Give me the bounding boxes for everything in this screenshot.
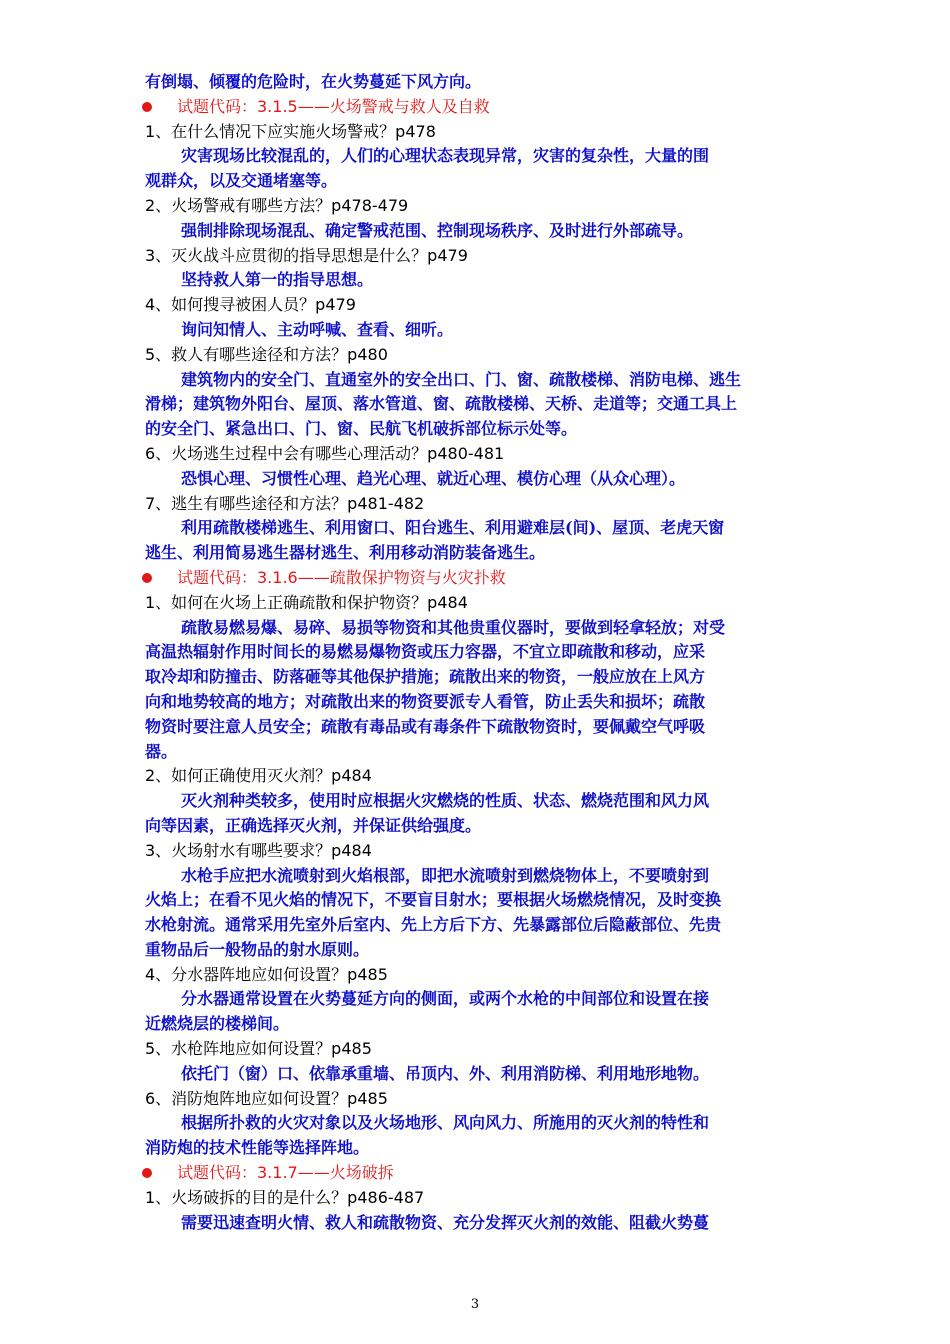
answer-line: 建筑物内的安全门、直通室外的安全出口、门、窗、疏散楼梯、消防电梯、逃生 (181, 369, 742, 389)
answer-line: 依托门（窗）口、依靠承重墙、吊顶内、外、利用消防梯、利用地形地物。 (181, 1063, 710, 1083)
answer-line: 坚持救人第一的指导思想。 (181, 270, 374, 290)
section-heading: 试题代码：3.1.7——火场破拆 (145, 1161, 810, 1186)
answer-line: 灾害现场比较混乱的，人们的心理状态表现异常，灾害的复杂性，大量的围 (181, 146, 710, 166)
answer-line: 向和地势较高的地方；对疏散出来的物资要派专人看管，防止丢失和损坏；疏散 (145, 691, 706, 711)
bullet-icon (142, 573, 152, 583)
question-line: 2、火场警戒有哪些方法？p478-479 (145, 195, 409, 215)
answer-line: 器。 (145, 741, 178, 761)
answer-line: 火焰上；在看不见火焰的情况下，不要盲目射水；要根据火场燃烧情况，及时变换 (145, 890, 722, 910)
answer-line: 近燃烧层的楼梯间。 (145, 1014, 290, 1034)
page-number: 3 (470, 1297, 480, 1312)
answer-line: 根据所扑救的火灾对象以及火场地形、风向风力、所施用的灭火剂的特性和 (181, 1113, 710, 1133)
question-line: 1、如何在火场上正确疏散和保护物资？p484 (145, 592, 468, 612)
answer-line: 的安全门、紧急出口、门、窗、民航飞机破拆部位标示处等。 (145, 419, 578, 439)
question-line: 1、在什么情况下应实施火场警戒？p478 (145, 121, 436, 141)
answer-line: 灭火剂种类较多，使用时应根据火灾燃烧的性质、状态、燃烧范围和风力风 (181, 791, 710, 811)
question-line: 4、如何搜寻被困人员？p479 (145, 295, 356, 315)
answer-line: 水枪手应把水流喷射到火焰根部，即把水流喷射到燃烧物体上，不要喷射到 (181, 865, 710, 885)
bullet-icon (142, 1168, 152, 1178)
answer-line: 向等因素，正确选择灭火剂，并保证供给强度。 (145, 815, 482, 835)
answer-line: 消防炮的技术性能等选择阵地。 (145, 1138, 370, 1158)
bullet-icon (142, 102, 152, 112)
question-line: 4、分水器阵地应如何设置？p485 (145, 964, 388, 984)
question-line: 3、灭火战斗应贯彻的指导思想是什么？p479 (145, 245, 468, 265)
answer-line: 高温热辐射作用时间长的易燃易爆物资或压力容器，不宜立即疏散和移动，应采 (145, 642, 706, 662)
question-line: 6、消防炮阵地应如何设置？p485 (145, 1088, 388, 1108)
answer-line: 有倒塌、倾覆的危险时，在火势蔓延下风方向。 (145, 72, 482, 91)
answer-line: 疏散易燃易爆、易碎、易损等物资和其他贵重仪器时，要做到轻拿轻放；对受 (181, 617, 726, 637)
section-heading: 试题代码：3.1.6——疏散保护物资与火灾扑救 (145, 566, 810, 591)
answer-line: 询问知情人、主动呼喊、查看、细听。 (181, 319, 454, 339)
question-line: 2、如何正确使用灭火剂？p484 (145, 766, 372, 786)
question-line: 7、逃生有哪些途径和方法？p481-482 (145, 493, 425, 513)
section-heading: 试题代码：3.1.5——火场警戒与救人及自救 (145, 95, 810, 120)
answer-line: 逃生、利用简易逃生器材逃生、利用移动消防装备逃生。 (145, 543, 546, 563)
answer-line: 利用疏散楼梯逃生、利用窗口、阳台逃生、利用避难层(间)、屋顶、老虎天窗 (181, 518, 725, 538)
answer-line: 恐惧心理、习惯性心理、趋光心理、就近心理、模仿心理（从众心理）。 (181, 468, 686, 488)
answer-line: 需要迅速查明火情、救人和疏散物资、充分发挥灭火剂的效能、阻截火势蔓 (181, 1212, 710, 1232)
question-line: 5、救人有哪些途径和方法？p480 (145, 344, 388, 364)
question-line: 3、火场射水有哪些要求？p484 (145, 840, 372, 860)
answer-line: 观群众，以及交通堵塞等。 (145, 171, 338, 191)
answer-line: 强制排除现场混乱、确定警戒范围、控制现场秩序、及时进行外部疏导。 (181, 220, 694, 240)
answer-line: 水枪射流。通常采用先室外后室内、先上方后下方、先暴露部位后隐蔽部位、先贵 (145, 915, 722, 935)
answer-line: 物资时要注意人员安全；疏散有毒品或有毒条件下疏散物资时，要佩戴空气呼吸 (145, 716, 706, 736)
question-line: 6、火场逃生过程中会有哪些心理活动？p480-481 (145, 443, 505, 463)
answer-line: 分水器通常设置在火势蔓延方向的侧面，或两个水枪的中间部位和设置在接 (181, 989, 710, 1009)
question-line: 5、水枪阵地应如何设置？p485 (145, 1039, 372, 1059)
question-line: 1、火场破拆的目的是什么？p486-487 (145, 1187, 425, 1207)
answer-line: 重物品后一般物品的射水原则。 (145, 939, 370, 959)
document-body (145, 70, 810, 1235)
answer-line: 取冷却和防撞击、防落砸等其他保护措施；疏散出来的物资，一般应放在上风方 (145, 667, 706, 687)
answer-line: 滑梯；建筑物外阳台、屋顶、落水管道、窗、疏散楼梯、天桥、走道等；交通工具上 (145, 394, 738, 414)
